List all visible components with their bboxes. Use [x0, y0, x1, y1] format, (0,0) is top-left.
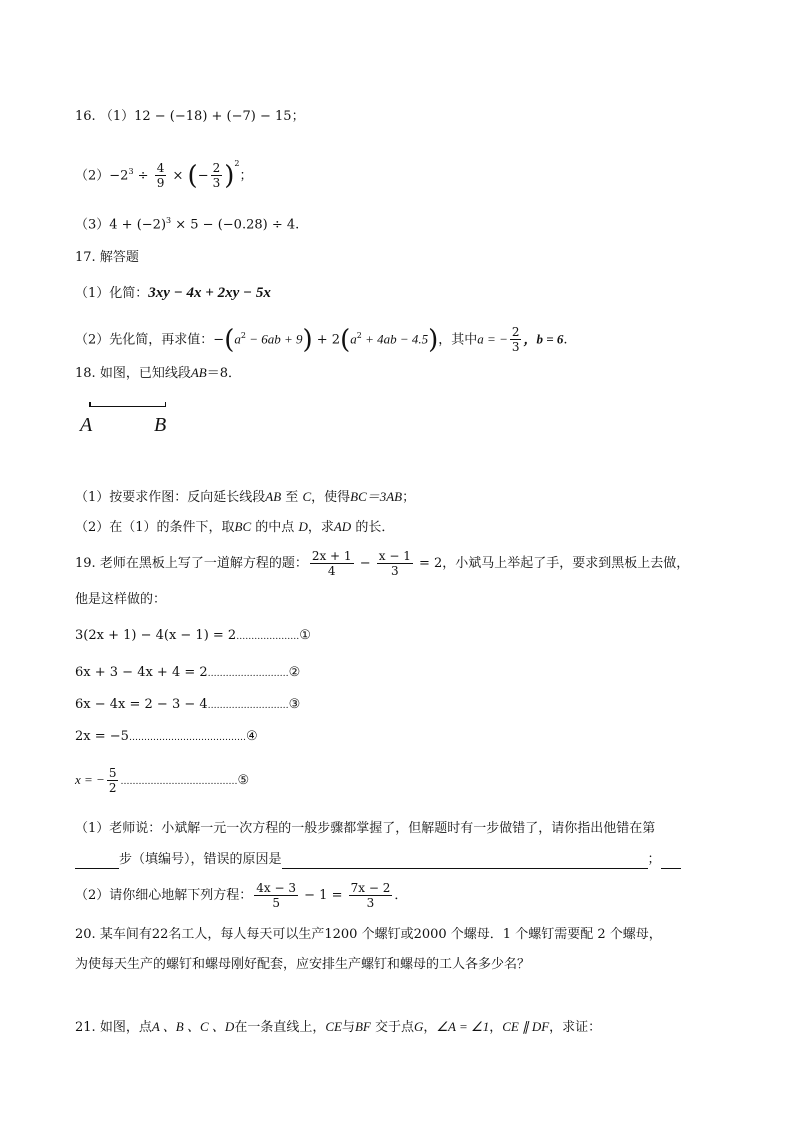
q19-step-1	[75, 627, 311, 646]
q19-eq: = 2	[414, 556, 443, 571]
q19-part1b-end: ；	[647, 852, 661, 867]
q21-points: A 、B 、C 、D	[151, 1019, 235, 1034]
q19-part2-frac2	[349, 881, 393, 910]
q18-part2	[75, 518, 394, 537]
point-b-label: B	[154, 414, 167, 436]
q18-part2-mid: 的中点	[251, 520, 299, 535]
q17-part2-inner1: − 6ab + 9	[245, 331, 303, 347]
q17-part2-neg: −	[213, 332, 225, 348]
step-dots: ………………………	[207, 701, 289, 711]
paren-left: (	[340, 324, 351, 355]
answer-blank-step[interactable]	[75, 854, 119, 869]
q18-part2-d: D	[298, 519, 308, 534]
q19-part1b	[75, 851, 681, 869]
q16-part3	[75, 212, 299, 234]
paren-right: )	[302, 324, 313, 355]
step-mark: ③	[288, 697, 301, 712]
q21-t7: ，求证：	[549, 1020, 602, 1035]
step-mark: ②	[288, 665, 301, 680]
q19-intro-text: 老师在黑板上写了一道解方程的题：	[99, 556, 308, 571]
q17-part1-expr: 3xy − 4x + 2xy − 5x	[148, 285, 271, 301]
q21-text: 如图，点	[99, 1020, 152, 1035]
q21-t6: ，	[489, 1020, 503, 1035]
frac-num: 2	[212, 161, 221, 176]
q17-part2-a1: a	[234, 331, 241, 347]
q19-step-4	[75, 728, 258, 747]
answer-blank-reason[interactable]	[282, 854, 648, 869]
q16-part3-end: .	[295, 217, 300, 233]
q21-t5: ，	[423, 1020, 437, 1035]
q17-part1	[75, 284, 271, 303]
q16-part1-expr: 12 − (−18) + (−7) − 15	[134, 109, 292, 124]
q17-part2-a-frac	[510, 325, 522, 354]
q19-minus: −	[355, 556, 375, 571]
paren-left: (	[224, 324, 235, 355]
q17-part2-label: （2）先化简，再求值：	[75, 332, 214, 348]
q19-intro3	[75, 591, 166, 609]
frac-num: 5	[108, 766, 117, 780]
q21-parallel: CE ∥ DF	[502, 1019, 550, 1034]
q16-part1-label: （1）	[99, 109, 135, 124]
q20-text1: 某车间有22名工人，每人每天可以生产1200 个螺钉或2000 个螺母．1 个螺钉需要配 2 个螺母，	[99, 927, 662, 942]
step-mark: ①	[299, 628, 311, 643]
q19-step-2	[75, 664, 300, 683]
q16-part1-end: ；	[291, 109, 305, 124]
step-dots: …………………………………	[128, 733, 246, 743]
q16-number: 16.	[75, 109, 96, 124]
q17-part1-label: （1）化简：	[75, 286, 149, 301]
q20-line2	[75, 956, 530, 974]
q18-ab: AB	[190, 365, 207, 380]
q19-part1	[75, 820, 655, 838]
q16-part3-b: × 5 − (−0.28) ÷ 4	[171, 217, 296, 233]
q16-part2-frac2	[211, 161, 223, 190]
q16-part2-label: （2）	[75, 168, 110, 184]
q21-t4: 交于点	[370, 1020, 414, 1035]
frac-num: 7x − 2	[350, 881, 391, 895]
q19-part2-mid: − 1 =	[300, 888, 347, 903]
q21-line1	[75, 1018, 601, 1037]
q21-number: 21.	[75, 1020, 96, 1035]
q18-part1-ab: AB	[265, 489, 282, 504]
q17-part2-mid: + 2	[312, 332, 341, 348]
q20-text2: 为使每天生产的螺钉和螺母刚好配套，应安排生产螺钉和螺母的工人各多少名？	[75, 957, 531, 972]
step-dots: …………………	[236, 632, 300, 642]
q16-part2-exp: 3	[128, 167, 134, 176]
q18-header	[75, 364, 241, 383]
answer-blank-tail	[661, 854, 681, 869]
q19-step-3	[75, 696, 300, 715]
q16-part3-exp: 3	[166, 216, 172, 225]
q17-part2-b-eq: ，b = 6	[523, 331, 564, 347]
q20-number: 20.	[75, 927, 96, 942]
segment-ab	[90, 406, 165, 410]
q18-part1-rel: BC＝3AB	[350, 489, 403, 504]
q16-part2-end: ；	[239, 168, 253, 184]
q18-part2-end: 的长．	[351, 520, 395, 535]
q18-part1-mid2: ，使得	[311, 490, 351, 505]
frac-den: 4	[327, 564, 336, 578]
q17-title: 解答题	[99, 250, 139, 265]
q18-part2-bc: BC	[234, 519, 252, 534]
q19-part2	[75, 878, 407, 914]
step-expr: 2x = −5	[75, 729, 129, 744]
q16-part2-frac	[155, 161, 167, 190]
q16-part2-base: −2	[109, 168, 129, 184]
step-expr: 3(2x + 1) − 4(x − 1) = 2	[75, 628, 237, 643]
q17-part2-inner2: + 4ab − 4.5	[361, 331, 429, 347]
q17-header	[75, 249, 139, 267]
q18-number: 18.	[75, 366, 96, 381]
frac-den: 9	[156, 176, 165, 191]
q19-intro	[75, 546, 689, 582]
frac-den: 5	[272, 896, 280, 910]
q21-g: G	[414, 1019, 424, 1034]
q19-part1b-text: 步（填编号），错误的原因是	[119, 852, 282, 867]
q17-part2-a2: a	[350, 331, 357, 347]
step5-frac	[107, 766, 119, 795]
step-expr: 6x − 4x = 2 − 3 − 4	[75, 697, 208, 712]
q18-eq: ＝8．	[206, 366, 242, 381]
q17-part2-exp2: 2	[356, 331, 362, 340]
q17-part2-a-eq: a = −	[477, 331, 508, 347]
frac-num: x − 1	[378, 549, 411, 563]
q19-intro-text3: 他是这样做的：	[75, 592, 167, 607]
paren-right: )	[224, 160, 235, 191]
point-a-label: A	[80, 414, 93, 436]
step-mark: ④	[245, 729, 258, 744]
q21-t2: 在一条直线上，	[234, 1020, 326, 1035]
frac-num: 4	[156, 161, 165, 176]
q16-part2-times: ×	[168, 168, 188, 184]
q16-part3-a: 4 + (−2)	[109, 217, 167, 233]
paren-right: )	[428, 324, 439, 355]
step-expr: 6x + 3 − 4x + 4 = 2	[75, 665, 208, 680]
q18-part1-end: ；	[402, 490, 416, 505]
frac-den: 3	[212, 176, 221, 191]
q17-number: 17.	[75, 250, 96, 265]
q19-part2-end: ．	[394, 888, 408, 903]
q19-step-5	[75, 762, 249, 798]
frac-num: 2x + 1	[311, 549, 352, 563]
q20-line1	[75, 926, 662, 944]
q16-part3-label: （3）	[75, 217, 110, 233]
q18-text: 如图，已知线段	[99, 366, 191, 381]
paren-left: (	[187, 160, 198, 191]
q19-number: 19.	[75, 556, 96, 571]
q19-part2-frac1	[254, 881, 298, 910]
q18-part1-mid: 至	[281, 490, 303, 505]
q19-frac1	[310, 549, 354, 578]
q18-part2-ad: AD	[333, 519, 352, 534]
q16-part2	[75, 152, 253, 192]
frac-num: 2	[511, 325, 520, 340]
frac-den: 3	[366, 896, 375, 910]
q16-part2-div: ÷	[133, 168, 153, 184]
q21-t3: 与	[341, 1020, 355, 1035]
q16-part1	[75, 108, 305, 126]
frac-num: 4x − 3	[256, 881, 297, 895]
q21-bf: BF	[354, 1019, 371, 1034]
q19-intro-text2: ，小斌马上举起了手，要求到黑板上去做，	[442, 556, 690, 571]
step-dots: …………………………………	[120, 777, 238, 787]
q19-part2-text: （2）请你细心地解下列方程：	[75, 888, 253, 903]
q17-part2-where: ，其中	[438, 332, 478, 348]
q17-part2-exp1: 2	[240, 331, 246, 340]
q18-part1-text: （1）按要求作图：反向延长线段	[75, 490, 266, 505]
q18-part2-mid2: ，求	[307, 520, 334, 535]
q17-part2	[75, 318, 568, 354]
frac-den: 3	[390, 564, 399, 578]
q16-part2-neg: −	[197, 168, 209, 184]
q21-angle: ∠A = ∠1	[436, 1019, 490, 1034]
q17-part2-end: .	[563, 332, 568, 348]
q21-ce: CE	[325, 1019, 342, 1034]
step-mark: ⑤	[237, 773, 250, 788]
q19-frac2	[377, 549, 413, 578]
q16-part2-square: 2	[234, 159, 240, 168]
q18-part1-c: C	[302, 489, 312, 504]
frac-den: 2	[108, 781, 117, 795]
step-dots: ………………………	[207, 669, 289, 679]
step-expr: x = −	[75, 772, 105, 787]
q18-part1	[75, 488, 415, 507]
q19-part1-text: （1）老师说：小斌解一元一次方程的一般步骤都掌握了，但解题时有一步做错了，请你指出他错在第	[75, 821, 656, 836]
frac-den: 3	[511, 340, 520, 355]
q18-part2-text: （2）在（1）的条件下，取	[75, 520, 235, 535]
